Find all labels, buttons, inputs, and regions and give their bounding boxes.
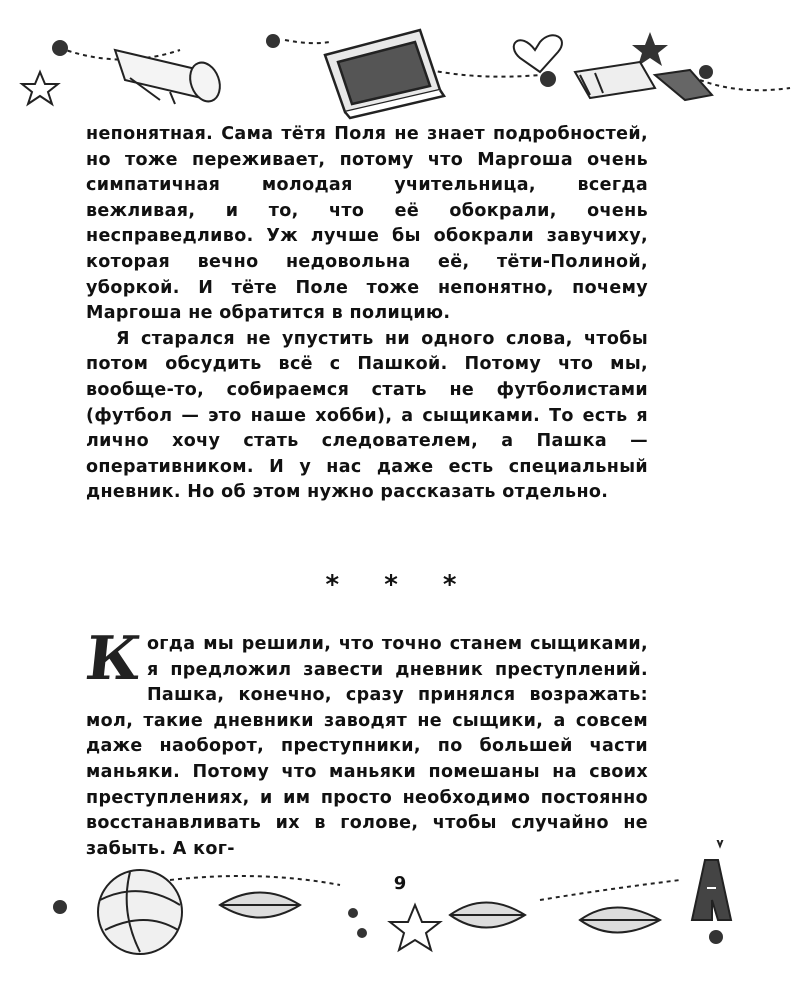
book-icon (325, 30, 444, 118)
dot-icon (699, 65, 713, 79)
dashed-line (700, 80, 790, 90)
dot-icon (357, 928, 367, 938)
dashed-line (170, 876, 340, 885)
letter-a-icon (692, 860, 731, 920)
dashed-line (540, 880, 680, 900)
leaf-icon (220, 893, 300, 918)
dot-icon (348, 908, 358, 918)
heart-icon (514, 35, 562, 72)
leaf-icon (580, 908, 660, 933)
sparkle-icon (706, 840, 734, 846)
dot-icon (53, 900, 67, 914)
paragraph: Я старался не упустить ни одного слова, чтобы потом обсудить всё с Пашкой. Потому что мы, вообще-то, собираемся стать не футболистами (футбол — это наше хобби), а сыщиками. То есть я лично хочу стать следователем, а Пашка — оперативником. И у нас даже есть специальный дневник. Но об этом нужно рассказать отдельно. (86, 328, 648, 503)
star-icon (22, 72, 58, 104)
dashed-line (430, 70, 540, 77)
scroll-icon (115, 50, 225, 106)
bottom-decorative-border (0, 840, 800, 1000)
dot-icon (540, 71, 556, 87)
page-number: 9 (393, 873, 407, 894)
paragraph: огда мы решили, что точно станем сыщиками, я предложил завести дневник преступлений. Пашка, конечно, сразу принялся возражать: мол, такие дневники заводят не сыщики, а совсем даже наоборот, преступники, по большей части маньяки. Потому что маньяки помешаны на своих преступлениях, и им просто необходимо постоянно восстанавливать их в голове, чтобы случайно не забыть. А ког- (86, 634, 648, 859)
star-icon (390, 905, 440, 950)
drop-cap: К (82, 624, 145, 694)
paragraph: непонятная. Сама тётя Поля не знает подробностей, но тоже переживает, потому что Маргоша очень симпатичная молодая учительница, всегда вежливая, и то, что её обокрали, очень несправедливо. Уж лучше бы обокрали завучиху, которая вечно недовольна её, тёти-Полиной, уборкой. И тёте Поле тоже непонятно, почему Маргоша не обратится в полицию. (86, 124, 648, 324)
section-separator: * * * (325, 570, 475, 600)
dot-icon (266, 34, 280, 48)
main-text-block (86, 122, 648, 506)
leaf-icon (450, 903, 525, 928)
top-decorative-border (0, 0, 800, 120)
star-icon (632, 32, 668, 66)
chapter-text-block (82, 624, 648, 862)
dashed-line (285, 40, 330, 43)
tube-icon (575, 62, 712, 100)
ball-icon (98, 870, 182, 954)
dot-icon (52, 40, 68, 56)
dot-icon (709, 930, 723, 944)
